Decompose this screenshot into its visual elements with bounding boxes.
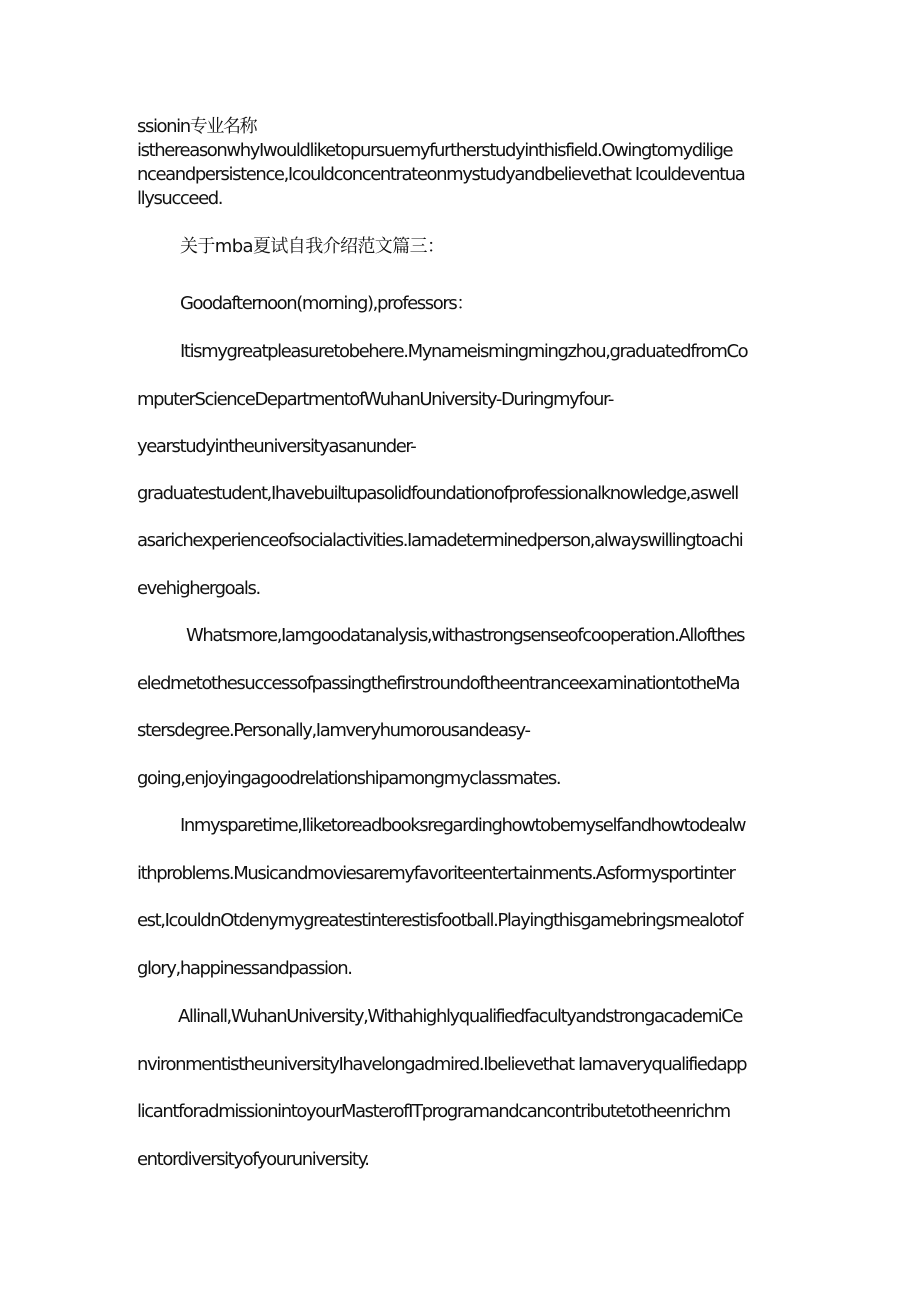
text-line: asarichexperienceofsocialactivities.Iamadeterminedperson,alwayswillingtoachi (137, 530, 743, 551)
text-line: ithproblems.Musicandmoviesaremyfavoriteentertainments.Asformysportinter (137, 863, 735, 884)
text-line: graduatestudent,Ihavebuiltupasolidfoundationofprofessionalknowledge,aswell (137, 483, 738, 504)
text-line: licantforadmissionintoyourMasterofITprogramandcancontributetotheenrichm (137, 1101, 730, 1122)
text-line: isthereasonwhyIwouldliketopursuemyfurtherstudyinthisfield.Owingtomydilige (137, 140, 733, 161)
text-line: est,IcouldnOtdenymygreatestinterestisfootball.Playingthisgamebringsmealotof (137, 910, 743, 931)
section-heading: 关于mba夏试自我介绍范文篇三： (180, 236, 445, 257)
text-line: entordiversityofyouruniversity. (137, 1149, 369, 1170)
text-line: nvironmentistheuniversityIhavelongadmired.Ibelievethat Iamaveryqualifiedapp (137, 1054, 747, 1075)
text-line: Inmysparetime,Iliketoreadbooksregardinghowtobemyselfandhowtodealw (180, 815, 746, 836)
text-line: Itismygreatpleasuretobehere.Mynameismingmingzhou,graduatedfromCo (180, 341, 748, 362)
text-line: Goodafternoon(morning),professors： (180, 293, 473, 314)
text-line: mputerScienceDepartmentofWuhanUniversity-Duringmyfour- (137, 389, 613, 410)
text-line: evehighergoals. (137, 578, 260, 599)
text-line: ssionin专业名称 (137, 116, 257, 137)
text-line: eledmetothesuccessofpassingthefirstroundoftheentranceexaminationtotheMa (137, 673, 740, 694)
text-line: yearstudyintheuniversityasanunder- (137, 436, 416, 457)
text-line: Whatsmore,Iamgoodatanalysis,withastrongsenseofcooperation.Allofthes (186, 625, 745, 646)
text-line: stersdegree.Personally,Iamveryhumorousandeasy- (137, 720, 530, 741)
text-line: nceandpersistence,Icouldconcentrateonmystudyandbelievethat Icouldeventua (137, 164, 745, 185)
text-line: llysucceed. (137, 188, 223, 209)
text-line: Allinall,WuhanUniversity,WithahighlyqualifiedfacultyandstrongacademiCe (178, 1006, 743, 1027)
text-line: glory,happinessandpassion. (137, 958, 352, 979)
text-line: going,enjoyingagoodrelationshipamongmyclassmates. (137, 768, 561, 789)
